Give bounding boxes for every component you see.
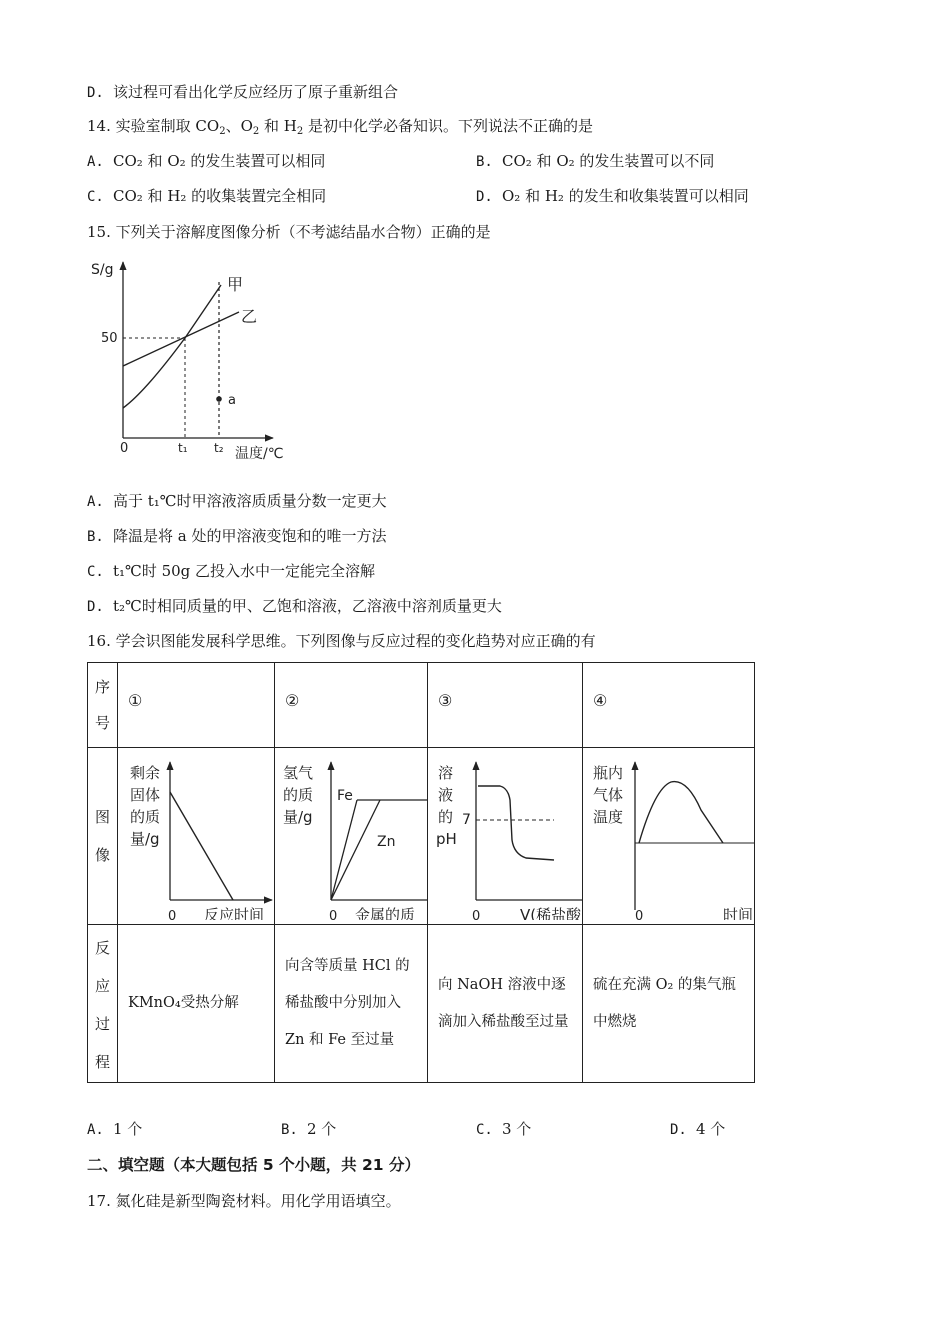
option-letter: A.	[87, 494, 104, 510]
q13-option-d	[87, 82, 398, 103]
y-label-3: 温度	[593, 808, 624, 826]
graph-4-cell	[583, 748, 755, 925]
graph-4	[583, 748, 754, 920]
x-tick-t2: t₂	[214, 441, 224, 455]
col-4: ④	[583, 663, 755, 748]
origin: 0	[472, 909, 481, 920]
subscript: 2	[296, 126, 304, 137]
graph-1-cell	[118, 748, 275, 925]
curve-fe	[331, 800, 357, 900]
option-text: 降温是将 a 处的甲溶液变饱和的唯一方法	[113, 527, 387, 545]
q14-option-d	[476, 186, 749, 207]
curve	[170, 792, 233, 900]
question-number: 16.	[87, 632, 111, 650]
y-label-3: 的	[438, 808, 454, 826]
curve	[478, 786, 554, 860]
option-text: CO₂ 和 O₂ 的发生装置可以不同	[502, 152, 715, 170]
graph-3	[428, 748, 582, 920]
point-a	[216, 396, 222, 402]
y-label-2: 的质	[283, 786, 314, 804]
q14-option-a	[87, 151, 325, 172]
option-text: 高于 t₁℃时甲溶液溶质质量分数一定更大	[113, 492, 387, 510]
series-yi-line	[123, 312, 239, 366]
option-text: 3 个	[502, 1120, 532, 1138]
y-label-1: 剩余	[130, 764, 161, 782]
graph-3-cell	[428, 748, 583, 925]
option-text: t₁℃时 50g 乙投入水中一定能完全溶解	[113, 562, 376, 580]
row-process	[88, 925, 755, 1083]
option-text: CO₂ 和 H₂ 的收集装置完全相同	[113, 187, 327, 205]
process-1: KMnO₄受热分解	[118, 925, 275, 1083]
option-letter: A.	[87, 1122, 104, 1138]
q15-stem	[87, 222, 491, 242]
col-2: ②	[275, 663, 428, 748]
graph-2	[275, 748, 427, 920]
q14-option-b	[476, 151, 714, 172]
curve	[639, 782, 723, 843]
option-letter: D.	[87, 599, 104, 615]
fe-label: Fe	[337, 788, 353, 804]
option-letter: A.	[87, 154, 104, 170]
q15-option-b	[87, 526, 386, 547]
series-yi-label: 乙	[241, 307, 258, 326]
question-number: 14.	[87, 117, 111, 135]
x-label: 反应时间	[204, 906, 265, 920]
y-label-1: 溶	[438, 764, 454, 782]
x-label: V(稀盐酸	[520, 906, 582, 920]
series-jia-curve	[123, 285, 221, 408]
process-2: 向含等质量 HCl 的稀盐酸中分别加入 Zn 和 Fe 至过量	[275, 925, 428, 1083]
zn-label: Zn	[377, 834, 396, 850]
y-axis-label: S/g	[91, 262, 114, 278]
option-letter: B.	[281, 1122, 298, 1138]
row-label-graph	[88, 748, 118, 925]
option-text: 4 个	[696, 1120, 726, 1138]
q16-table	[87, 662, 755, 1083]
q15-option-d	[87, 596, 502, 617]
subscript: 2	[252, 126, 260, 137]
q16-option-a	[87, 1119, 142, 1140]
option-text: 1 个	[113, 1120, 143, 1138]
y-label-2: 液	[438, 786, 454, 804]
q15-option-a	[87, 491, 387, 512]
option-text: t₂℃时相同质量的甲、乙饱和溶液，乙溶液中溶剂质量更大	[113, 597, 502, 615]
y-label-3: 的质	[130, 808, 161, 826]
option-letter: D.	[670, 1122, 687, 1138]
col-3: ③	[428, 663, 583, 748]
y-label-3: 量/g	[283, 808, 313, 826]
origin: 0	[329, 909, 338, 920]
origin: 0	[635, 909, 644, 920]
stem-part: 是初中化学必备知识。下列说法不正确的是	[303, 117, 594, 135]
x-axis-label: 温度/℃	[235, 446, 284, 462]
option-letter: C.	[87, 564, 104, 580]
stem-text: 氮化硅是新型陶瓷材料。用化学用语填空。	[115, 1192, 401, 1210]
col-1: ①	[118, 663, 275, 748]
graph-1	[118, 748, 274, 920]
q16-stem	[87, 631, 596, 651]
option-letter: C.	[476, 1122, 493, 1138]
option-letter: B.	[476, 154, 493, 170]
stem-text: 学会识图能发展科学思维。下列图像与反应过程的变化趋势对应正确的有	[115, 632, 596, 650]
x-label: 金属的质	[355, 906, 416, 920]
stem-text: 下列关于溶解度图像分析（不考滤结晶水合物）正确的是	[115, 223, 491, 241]
label-text: 序号	[94, 678, 110, 732]
y-label-2: 固体	[130, 786, 161, 804]
option-text: CO₂ 和 O₂ 的发生装置可以相同	[113, 152, 326, 170]
ph-label: pH	[436, 830, 457, 848]
y-label-1: 瓶内	[593, 764, 624, 782]
stem-part: 实验室制取 CO	[115, 117, 220, 135]
question-number: 17.	[87, 1192, 111, 1210]
label-text: 反应过程	[94, 939, 110, 1071]
row-graph	[88, 748, 755, 925]
option-letter: C.	[87, 189, 104, 205]
x-tick-t1: t₁	[178, 441, 188, 455]
y-label-2: 气体	[593, 786, 624, 804]
row-label-process	[88, 925, 118, 1083]
stem-part: 、O	[225, 117, 253, 135]
x-tick-origin: 0	[120, 441, 129, 456]
stem-part: 和 H	[259, 117, 297, 135]
option-text: 2 个	[307, 1120, 337, 1138]
graph-2-cell	[275, 748, 428, 925]
solubility-chart	[85, 252, 305, 467]
row-number	[88, 663, 755, 748]
question-number: 15.	[87, 223, 111, 241]
q16-option-b	[281, 1119, 336, 1140]
q14-option-c	[87, 186, 326, 207]
y-label-4: 量/g	[130, 830, 160, 848]
row-label-number	[88, 663, 118, 748]
q17-stem	[87, 1191, 401, 1211]
section-title: 二、填空题（本大题包括 5 个小题，共 21 分）	[87, 1156, 420, 1174]
x-label: 时间	[723, 906, 754, 920]
origin: 0	[168, 909, 177, 920]
option-letter: D.	[476, 189, 493, 205]
curve-zn	[331, 800, 380, 900]
q15-option-c	[87, 561, 375, 582]
option-text: 该过程可看出化学反应经历了原子重新组合	[113, 83, 399, 101]
q16-option-c	[476, 1119, 531, 1140]
tick-7: 7	[462, 812, 471, 828]
label-text: 图像	[94, 808, 110, 864]
y-label-1: 氢气	[283, 764, 314, 782]
y-tick-label: 50	[101, 331, 118, 346]
option-letter: D.	[87, 85, 104, 101]
process-3: 向 NaOH 溶液中逐滴加入稀盐酸至过量	[428, 925, 583, 1083]
option-letter: B.	[87, 529, 104, 545]
process-4: 硫在充满 O₂ 的集气瓶中燃烧	[583, 925, 755, 1083]
q16-option-d	[670, 1119, 725, 1140]
series-jia-label: 甲	[227, 275, 244, 294]
subscript: 2	[219, 126, 226, 137]
option-text: O₂ 和 H₂ 的发生和收集装置可以相同	[502, 187, 749, 205]
point-a-label: a	[228, 393, 236, 408]
q14-stem	[87, 116, 593, 136]
